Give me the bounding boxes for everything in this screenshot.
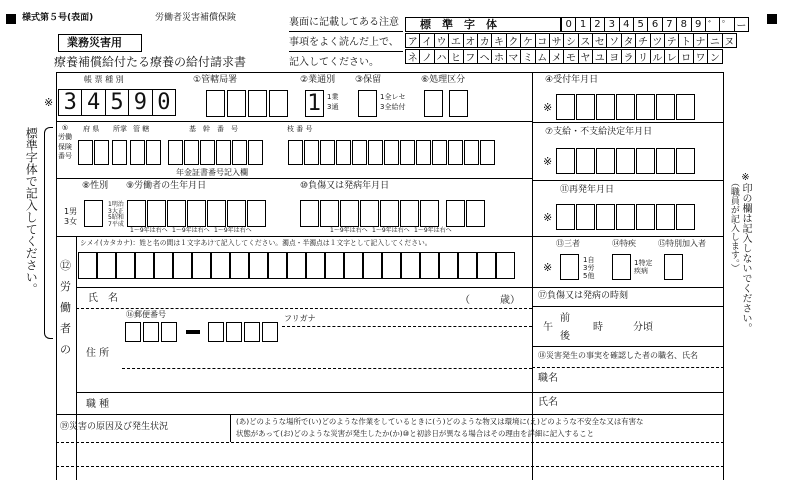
roudou-kikan-box-3[interactable] (216, 140, 231, 165)
kana-name-box-2[interactable] (116, 252, 135, 279)
saihatsu-box-3[interactable] (616, 204, 635, 230)
form-number: 様式第５号(表面) (22, 13, 94, 23)
std-kana-5: カ (477, 33, 492, 48)
shikyu-box-3[interactable] (616, 148, 635, 174)
shokushu-label: 職 種 (86, 399, 110, 410)
uketsuke-box-5[interactable] (656, 94, 675, 120)
tokubetsu-label: ⑮特別加入者 (658, 239, 706, 248)
uketsuke-box-2[interactable] (596, 94, 615, 120)
roudou-kikan-box-5[interactable] (248, 140, 263, 165)
note-small-3: 1〜9年は右へ (214, 227, 252, 234)
kana-name-box-15[interactable] (363, 252, 382, 279)
roudou-extra-box-5[interactable] (416, 140, 431, 165)
note-line-1: 裏面に記載してある注意 (289, 17, 399, 28)
kankatsu-box-2[interactable] (227, 90, 246, 117)
furigana-label: フリガナ (284, 314, 316, 323)
std-kana-20: ナ (693, 33, 708, 48)
std-kana-18: レ (664, 49, 679, 64)
std-kana-10: メ (549, 49, 564, 64)
std-kana-20: ワ (693, 49, 708, 64)
kana-name-box-4[interactable] (154, 252, 173, 279)
note-small-5: 1〜9年は右へ (372, 227, 410, 234)
yubin-hyphen (186, 330, 200, 334)
roudou-extra-box-1[interactable] (352, 140, 367, 165)
kana-name-box-11[interactable] (287, 252, 306, 279)
roudou-col-0: 府 県 (83, 125, 100, 133)
mark-uketsuke: ※ (543, 101, 553, 114)
std-kana-7: マ (506, 49, 521, 64)
gengo-opt: 1明治 3大正 5昭和 7平成 (108, 201, 124, 228)
right-vertical-sub: （職員が記入します。） (728, 178, 739, 273)
std-kana-1: ノ (419, 49, 434, 64)
gyoumu-opt-1: 1業 (327, 93, 339, 101)
seinen-label: ⑨労働者の生年月日 (126, 181, 207, 191)
std-kana-3: エ (448, 33, 463, 48)
roudou-shoshou-box-0[interactable] (112, 140, 127, 165)
std-digit-5: 5 (633, 17, 648, 32)
tokushu-opt: 1特定 疾病 (634, 259, 653, 276)
hoken-box[interactable] (358, 90, 377, 117)
seinen-box-1[interactable] (147, 200, 166, 227)
seibetsu-box[interactable] (84, 200, 103, 227)
std-kana-13: セ (592, 33, 607, 48)
std-kana-21: ン (707, 49, 722, 64)
sansha-opt: 1自 3労 5他 (583, 256, 595, 281)
uketsuke-box-3[interactable] (616, 94, 635, 120)
std-digit-10: ゛ (705, 17, 720, 32)
std-digit-4: 4 (619, 17, 634, 32)
shikyu-box-5[interactable] (656, 148, 675, 174)
chouhyou-value[interactable] (58, 89, 176, 116)
note-small-6: 1〜9年は右へ (414, 227, 452, 234)
kana-name-box-17[interactable] (401, 252, 420, 279)
kana-name-box-1[interactable] (97, 252, 116, 279)
chouhyou-digit-2: 5 (106, 90, 129, 115)
right-vertical-note: ※印の欄は記入しないでください。 (740, 172, 751, 333)
kana-row-1 (406, 33, 737, 48)
chouhyou-digit-3: 9 (129, 90, 152, 115)
roudousha-vertical: ⑫ 労 働 者 の (60, 259, 71, 356)
std-kana-11: シ (563, 33, 578, 48)
badge-label: 業務災害用 (67, 36, 122, 49)
roudou-fuken-box-1[interactable] (94, 140, 109, 165)
kana-name-box-10[interactable] (268, 252, 287, 279)
age-label: （ 歳） (460, 295, 520, 306)
roudou-kikan-box-0[interactable] (168, 140, 183, 165)
name-label: 氏 名 (88, 293, 118, 304)
seinen-box-4[interactable] (207, 200, 226, 227)
digits-row (562, 17, 749, 32)
gyoumu-opt-2: 3通 (327, 103, 339, 111)
note-small-2: 1〜9年は右へ (172, 227, 210, 234)
registration-mark-right (767, 14, 777, 24)
fusho-label: ⑩負傷又は発病年月日 (300, 181, 390, 191)
kana-name-box-5[interactable] (173, 252, 192, 279)
tokushu-box[interactable] (612, 254, 631, 280)
sansha-box[interactable] (560, 254, 579, 280)
std-kana-12: ス (578, 33, 593, 48)
kana-name-box-16[interactable] (382, 252, 401, 279)
saihatsu-label: ⑪再発年月日 (560, 185, 615, 195)
yubin-box-2[interactable] (143, 322, 159, 342)
std-kana-6: ホ (491, 49, 506, 64)
std-kana-17: ル (650, 49, 665, 64)
fusho-box-6[interactable] (420, 200, 439, 227)
seibetsu-label: ⑧性別 (82, 181, 109, 191)
chouhyou-digit-4: 0 (157, 90, 171, 115)
jusho-label: 住 所 (86, 348, 110, 359)
std-digit-8: 8 (676, 17, 691, 32)
seinen-box-0[interactable] (127, 200, 146, 227)
seinen-box-6[interactable] (247, 200, 266, 227)
roudou-extra-box-0[interactable] (336, 140, 351, 165)
std-kana-12: ヤ (578, 49, 593, 64)
kakunin-label: ⑱災害発生の事実を確認した者の職名、氏名 (538, 351, 698, 360)
kankatsu-label: ①管轄局署 (193, 75, 238, 85)
shokumei-label: 職名 (538, 373, 558, 384)
note-line-3: 記入してください。 (289, 57, 379, 68)
fusho-box-2[interactable] (340, 200, 359, 227)
insurance-name: 労働者災害補償保険 (155, 13, 237, 23)
fusho-extra-box-0[interactable] (446, 200, 465, 227)
gogo-a-label: 午 (543, 322, 553, 333)
std-digit-11: ゜ (719, 17, 734, 32)
shikyu-label: ⑦支給・不支給決定年月日 (545, 127, 653, 137)
roudou-extra-box-8[interactable] (464, 140, 479, 165)
seinen-box-2[interactable] (167, 200, 186, 227)
note-small-1: 1〜9年は右へ (130, 227, 168, 234)
shikyu-box-1[interactable] (576, 148, 595, 174)
uketsuke-box-1[interactable] (576, 94, 595, 120)
form-title: 療養補償給付たる療養の給付請求書 (54, 55, 247, 69)
tokubetsu-box[interactable] (664, 254, 683, 280)
std-label: 標 準 字 体 (420, 18, 497, 31)
shimei-note: シメイ(カタカナ)：姓と名の間は１文字あけて記入してください。濁点・半濁点は１文字として記入してください。 (80, 239, 432, 247)
roudou-extra-box-4[interactable] (400, 140, 415, 165)
uketsuke-label: ④受付年月日 (545, 75, 599, 85)
roudou-eda-box-2[interactable] (320, 140, 335, 165)
std-digit-9: 9 (691, 17, 706, 32)
genin-note-1: (あ)どのような場所で(い)どのような作業をしているときに(う)どのような物又は環境に(え)どのような不安全な又は有害な (236, 417, 644, 426)
std-kana-3: ヒ (448, 49, 463, 64)
std-kana-16: リ (635, 49, 650, 64)
std-kana-15: タ (621, 33, 636, 48)
uketsuke-box-6[interactable] (676, 94, 695, 120)
chouhyou-digit-0: 3 (59, 90, 82, 115)
std-kana-17: ツ (650, 33, 665, 48)
kana-name-box-14[interactable] (344, 252, 363, 279)
roudou-extra-box-9[interactable] (480, 140, 495, 165)
kankatsu-box-1[interactable] (206, 90, 225, 117)
std-kana-14: ソ (606, 33, 621, 48)
std-kana-4: フ (463, 49, 478, 64)
std-kana-19: ト (678, 33, 693, 48)
kankatsu-box-3[interactable] (248, 90, 267, 117)
gozen-label: 前 (560, 313, 570, 324)
fusho-box-3[interactable] (360, 200, 379, 227)
registration-mark-left (6, 14, 16, 24)
std-digit-1: 1 (575, 17, 590, 32)
kana-name-box-18[interactable] (420, 252, 439, 279)
mark-1: ※ (44, 96, 54, 109)
std-digit-6: 6 (647, 17, 662, 32)
roudou-kankatsu-box-0[interactable] (130, 140, 145, 165)
std-digit-7: 7 (662, 17, 677, 32)
std-kana-21: ニ (707, 33, 722, 48)
seibetsu-opt: 1男 3女 (64, 207, 78, 226)
mark-sansha: ※ (543, 261, 553, 274)
saihatsu-box-4[interactable] (636, 204, 655, 230)
gogo-b-label: 後 (560, 331, 570, 342)
shikyu-box-6[interactable] (676, 148, 695, 174)
badge-box (58, 34, 142, 52)
seinen-box-3[interactable] (187, 200, 206, 227)
roudou-col-2: 管 轄 (133, 125, 150, 133)
fusho-extra-box-1[interactable] (466, 200, 485, 227)
yubin-box-6[interactable] (244, 322, 260, 342)
roudou-col-4: 枝 番 号 (287, 125, 313, 133)
mark-shikyu: ※ (543, 155, 553, 168)
uketsuke-box-0[interactable] (556, 94, 575, 120)
uketsuke-box-4[interactable] (636, 94, 655, 120)
saihatsu-box-6[interactable] (676, 204, 695, 230)
roudou-extra-box-2[interactable] (368, 140, 383, 165)
shimei-label: 氏名 (538, 397, 558, 408)
chouhyou-digit-1: 4 (82, 90, 105, 115)
std-kana-16: チ (635, 33, 650, 48)
kana-name-box-6[interactable] (192, 252, 211, 279)
genin-note-2: 状態があって(お)どのような災害が発生したか(か)⑩と初診日が異なる場合はその理由を詳細に記入すること (236, 429, 595, 438)
kana-name-box-3[interactable] (135, 252, 154, 279)
std-kana-4: オ (463, 33, 478, 48)
genin-label: ⑲災害の原因及び発生状況 (60, 422, 169, 432)
std-kana-15: ラ (621, 49, 636, 64)
std-kana-18: テ (664, 33, 679, 48)
std-kana-14: ヨ (606, 49, 621, 64)
roudou-extra-box-6[interactable] (432, 140, 447, 165)
std-kana-8: ケ (520, 33, 535, 48)
roudou-kikan-box-4[interactable] (232, 140, 247, 165)
mark-saihatsu: ※ (543, 211, 553, 224)
kana-name-box-21[interactable] (477, 252, 496, 279)
std-kana-0: ア (405, 33, 420, 48)
roudou-eda-box-1[interactable] (304, 140, 319, 165)
roudou-extra-box-3[interactable] (384, 140, 399, 165)
std-digit-3: 3 (604, 17, 619, 32)
roudou-col-1: 所掌 (113, 125, 127, 133)
std-kana-11: モ (563, 49, 578, 64)
roudou-kankatsu-box-1[interactable] (146, 140, 161, 165)
std-kana-22: ヌ (722, 33, 737, 48)
std-kana-19: ロ (678, 49, 693, 64)
yubin-box-1[interactable] (125, 322, 141, 342)
std-kana-7: ク (506, 33, 521, 48)
gyoumu-label: ②業通別 (300, 75, 336, 85)
roudou-eda-box-0[interactable] (288, 140, 303, 165)
kana-name-box-19[interactable] (439, 252, 458, 279)
hoken-opt-2: 3全給付 (380, 103, 406, 111)
kana-name-box-7[interactable] (211, 252, 230, 279)
roudou-col-3: 基 幹 番 号 (189, 125, 238, 133)
gyoumu-value[interactable]: 1 (305, 90, 324, 117)
kana-name-box-12[interactable] (306, 252, 325, 279)
hoken-opt-1: 1全レセ (380, 93, 406, 101)
std-kana-1: イ (419, 33, 434, 48)
roudou-extra-box-7[interactable] (448, 140, 463, 165)
std-digit-0: 0 (561, 17, 576, 32)
ji-label: 時 (593, 322, 603, 333)
shori-box-1[interactable] (424, 90, 443, 117)
kana-name-box-13[interactable] (325, 252, 344, 279)
shikyu-box-2[interactable] (596, 148, 615, 174)
std-digit-12: ー (734, 17, 749, 32)
shikyu-box-4[interactable] (636, 148, 655, 174)
fusho-box-5[interactable] (400, 200, 419, 227)
yubin-label: ⑯郵便番号 (126, 310, 166, 319)
std-digit-2: 2 (590, 17, 605, 32)
note-line-2: 事項をよく読んだ上で、 (289, 37, 399, 48)
shikyu-box-0[interactable] (556, 148, 575, 174)
kana-name-box-0[interactable] (78, 252, 97, 279)
fusho-box-1[interactable] (320, 200, 339, 227)
kana-name-box-22[interactable] (496, 252, 515, 279)
roudou-kikan-box-1[interactable] (184, 140, 199, 165)
roudou-no-label: ⑤ 労働 保険 番号 (58, 124, 72, 161)
saihatsu-box-5[interactable] (656, 204, 675, 230)
left-vertical-note: 標準字体で記入してください。 (24, 127, 39, 295)
fun-label: 分頃 (633, 322, 653, 333)
jikoku-label: ⑰負傷又は発病の時刻 (538, 291, 629, 301)
saihatsu-box-2[interactable] (596, 204, 615, 230)
yubin-box-7[interactable] (262, 322, 278, 342)
fusho-box-4[interactable] (380, 200, 399, 227)
saihatsu-box-0[interactable] (556, 204, 575, 230)
roudou-fuken-box-0[interactable] (78, 140, 93, 165)
std-kana-13: ユ (592, 49, 607, 64)
tokushu-label: ⑭特疾 (612, 239, 636, 248)
std-kana-9: ム (535, 49, 550, 64)
kana-name-box-20[interactable] (458, 252, 477, 279)
yubin-box-4[interactable] (208, 322, 224, 342)
std-kana-6: キ (491, 33, 506, 48)
kana-row-2 (406, 49, 723, 64)
roudou-kikan-box-2[interactable] (200, 140, 215, 165)
std-kana-8: ミ (520, 49, 535, 64)
yubin-box-3[interactable] (161, 322, 177, 342)
std-kana-2: ウ (434, 33, 449, 48)
shori-box-2[interactable] (449, 90, 468, 117)
saihatsu-box-1[interactable] (576, 204, 595, 230)
hoken-label: ③保留 (355, 75, 382, 85)
sansha-label: ⑬三者 (556, 239, 580, 248)
nenkin-label: 年金証書番号記入欄 (176, 168, 248, 177)
std-kana-9: コ (535, 33, 550, 48)
std-kana-5: ヘ (477, 49, 492, 64)
note-small-4: 1〜9年は右へ (330, 227, 368, 234)
shori-label: ⑥処理区分 (421, 75, 466, 85)
yubin-box-5[interactable] (226, 322, 242, 342)
kankatsu-box-4[interactable] (269, 90, 288, 117)
std-kana-2: ハ (434, 49, 449, 64)
seinen-box-5[interactable] (227, 200, 246, 227)
std-kana-10: サ (549, 33, 564, 48)
std-label-box (405, 17, 561, 32)
chouhyou-label: 帳 票 種 別 (84, 75, 124, 84)
fusho-box-0[interactable] (300, 200, 319, 227)
kana-name-box-9[interactable] (249, 252, 268, 279)
std-kana-0: ネ (405, 49, 420, 64)
kana-name-box-8[interactable] (230, 252, 249, 279)
